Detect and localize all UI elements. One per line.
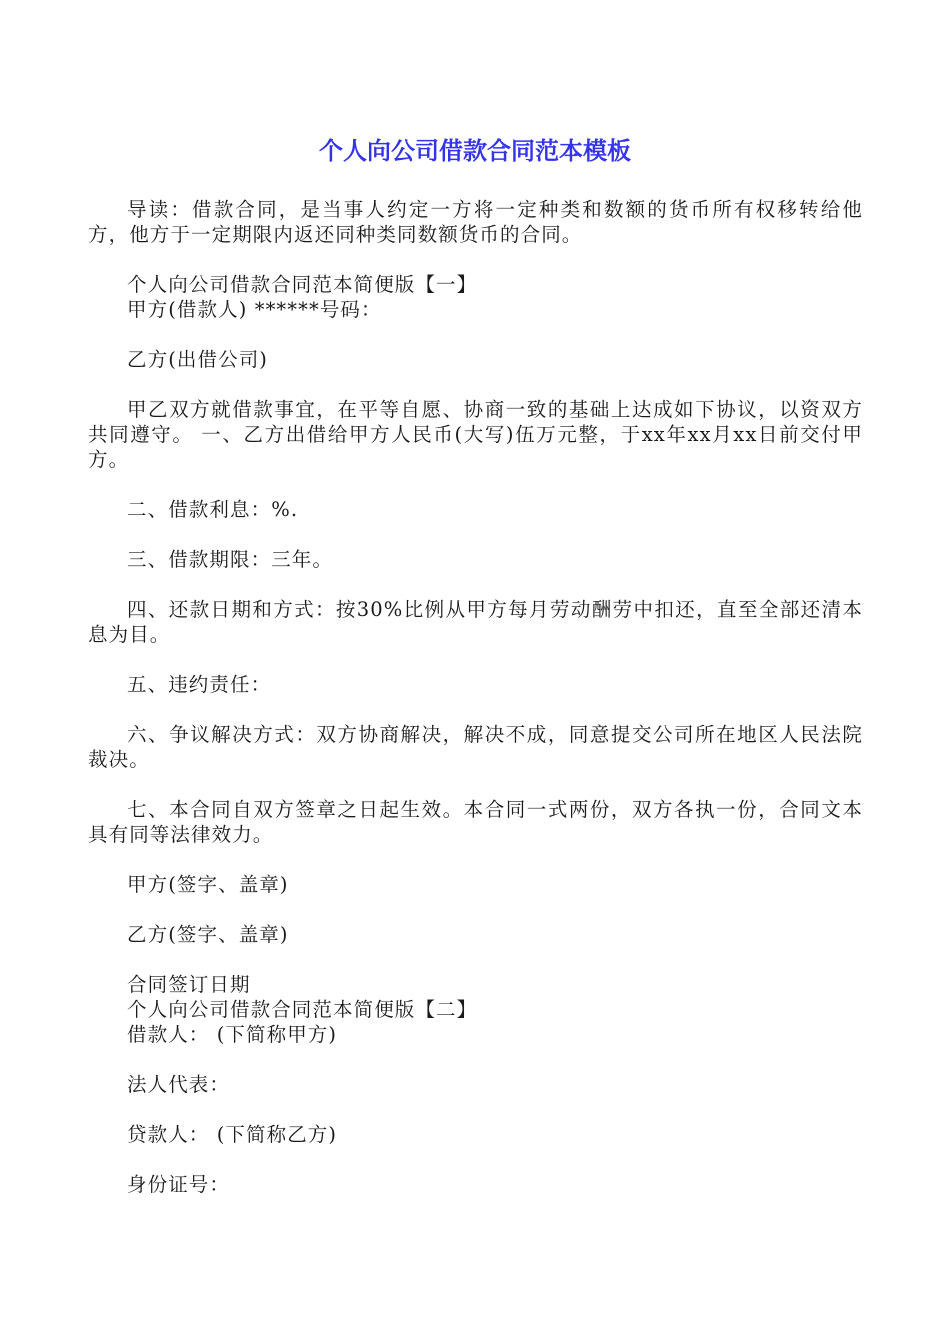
clause-interest: 二、借款利息：%. — [127, 498, 299, 521]
party-a-line: 甲方(借款人) ******号码： — [127, 298, 382, 321]
document-title: 个人向公司借款合同范本模板 — [319, 137, 631, 165]
clause-dispute: 六、争议解决方式：双方协商解决，解决不成，同意提交公司所在地区人民法院裁决。 — [88, 723, 863, 771]
id-number-line: 身份证号： — [127, 1173, 231, 1196]
lender-line: 贷款人： (下简称乙方) — [127, 1123, 338, 1146]
clause-term: 三、借款期限：三年。 — [127, 548, 334, 571]
intro-paragraph: 导读：借款合同，是当事人约定一方将一定种类和数额的货币所有权移转给他方，他方于一定期限内返还同种类同数额货币的合同。 — [88, 198, 863, 246]
legal-rep-line: 法人代表： — [127, 1073, 231, 1096]
document-body — [88, 197, 863, 1197]
party-b-line: 乙方(出借公司) — [127, 348, 269, 371]
section-heading-two: 个人向公司借款合同范本简便版【二】 — [127, 998, 478, 1021]
clause-effect: 七、本合同自双方签章之日起生效。本合同一式两份，双方各执一份，合同文本具有同等法律效力。 — [88, 798, 863, 846]
clause-repayment: 四、还款日期和方式：按30%比例从甲方每月劳动酬劳中扣还，直至全部还清本息为目。 — [88, 598, 863, 646]
section-heading-one: 个人向公司借款合同范本简便版【一】 — [127, 273, 478, 296]
borrower-line: 借款人： (下简称甲方) — [127, 1023, 338, 1046]
clause-liability: 五、违约责任： — [127, 673, 272, 696]
signature-party-b: 乙方(签字、盖章) — [127, 923, 289, 946]
signing-date: 合同签订日期 — [127, 973, 251, 996]
signature-party-a: 甲方(签字、盖章) — [127, 873, 289, 896]
agreement-paragraph: 甲乙双方就借款事宜，在平等自愿、协商一致的基础上达成如下协议，以资双方共同遵守。 一、乙方出借给甲方人民币(大写)伍万元整，于xx年xx月xx日前交付甲方。 — [88, 398, 863, 471]
